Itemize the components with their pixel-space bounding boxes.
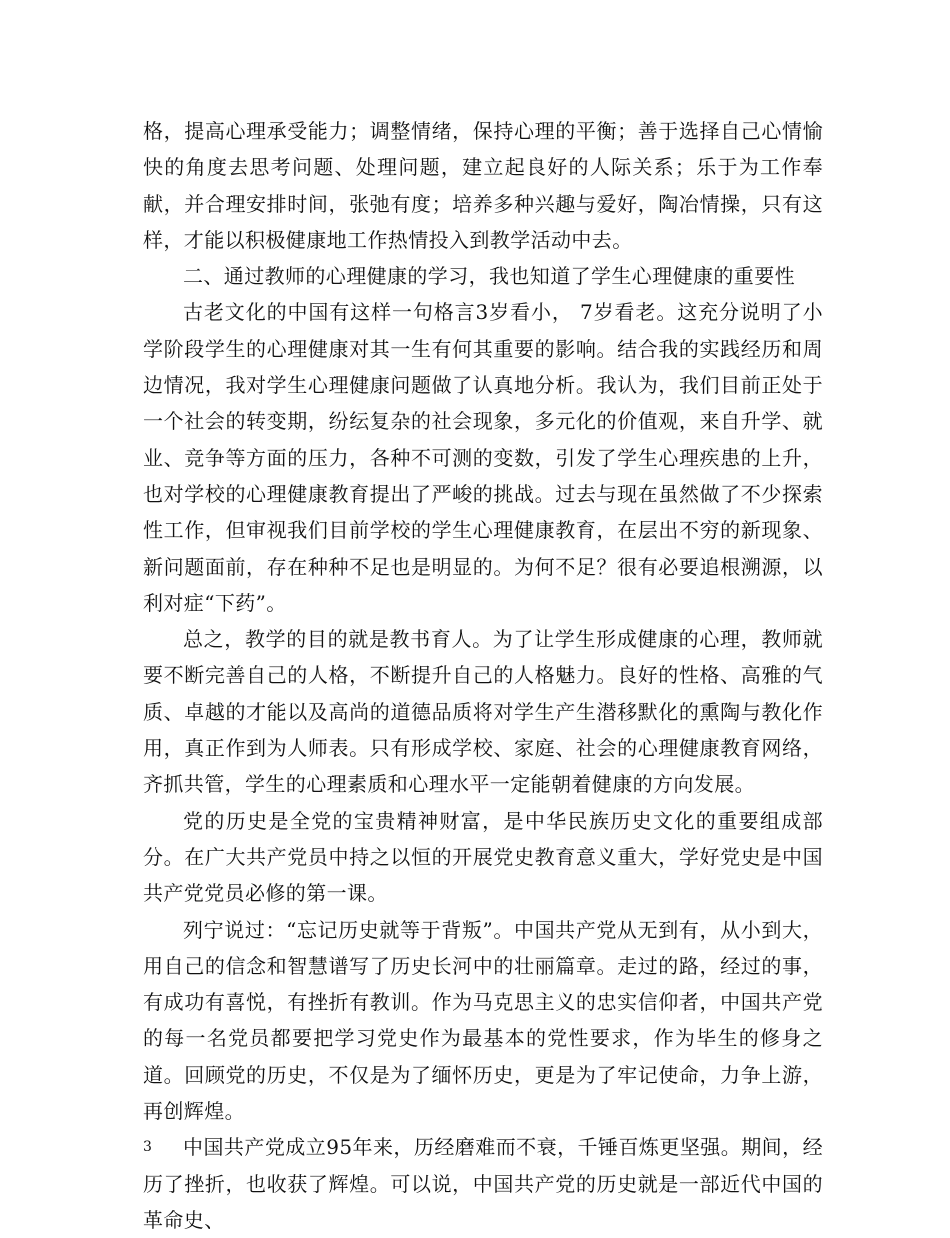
document-body [143,113,823,1238]
paragraph-6: 列宁说过：“忘记历史就等于背叛”。中国共产党从无到有，从小到大，用自己的信念和智慧谱写了历史长河中的壮丽篇章。走过的路，经过的事，有成功有喜悦，有挫折有教训。作为马克思主义的忠实信仰者，中国共产党的每一名党员都要把学习党史作为最基本的党性要求，作为毕生的修身之道。回顾党的历史，不仅是为了缅怀历史，更是为了牢记使命，力争上游，再创辉煌。 [143,917,823,1124]
paragraph-7: 中国共产党成立95年来，历经磨难而不衰，千锤百炼更坚强。期间，经历了挫折，也收获了辉煌。可以说，中国共产党的历史就是一部近代中国的革命史、 [143,1135,823,1232]
section-heading: 二、通过教师的心理健康的学习，我也知道了学生心理健康的重要性 [183,264,795,289]
paragraph-3: 古老文化的中国有这样一句格言3岁看小， 7岁看老。这充分说明了小学阶段学生的心理健康对其一生有何其重要的影响。结合我的实践经历和周边情况，我对学生心理健康问题做了认真地分析。我认为，我们目前正处于一个社会的转变期，纷纭复杂的社会现象，多元化的价值观，来自升学、就业、竞争等方面的压力，各种不可测的变数，引发了学生心理疾患的上升，也对学校的心理健康教育提出了严峻的挑战。过去与现在虽然做了不少探索性工作，但审视我们目前学校的学生心理健康教育，在层出不穷的新现象、新问题面前，存在种种不足也是明显的。为何不足？很有必要追根溯源，以利对症“下药”。 [143,300,823,615]
paragraph-4: 总之，教学的目的就是教书育人。为了让学生形成健康的心理，教师就要不断完善自己的人格，不断提升自己的人格魅力。良好的性格、高雅的气质、卓越的才能以及高尚的道德品质将对学生产生潜移默化的熏陶与教化作用，真正作到为人师表。只有形成学校、家庭、社会的心理健康教育网络，齐抓共管，学生的心理素质和心理水平一定能朝着健康的方向发展。 [143,627,823,797]
page-number: 3 [143,1139,152,1155]
paragraph-1: 格，提高心理承受能力；调整情绪，保持心理的平衡；善于选择自己心情愉快的角度去思考问题、处理问题，建立起良好的人际关系；乐于为工作奉献，并合理安排时间，张弛有度；培养多种兴趣与爱好，陶冶情操，只有这样，才能以积极健康地工作热情投入到教学活动中去。 [143,119,823,252]
paragraph-5: 党的历史是全党的宝贵精神财富，是中华民族历史文化的重要组成部分。在广大共产党员中持之以恒的开展党史教育意义重大，学好党史是中国共产党党员必修的第一课。 [143,808,823,906]
